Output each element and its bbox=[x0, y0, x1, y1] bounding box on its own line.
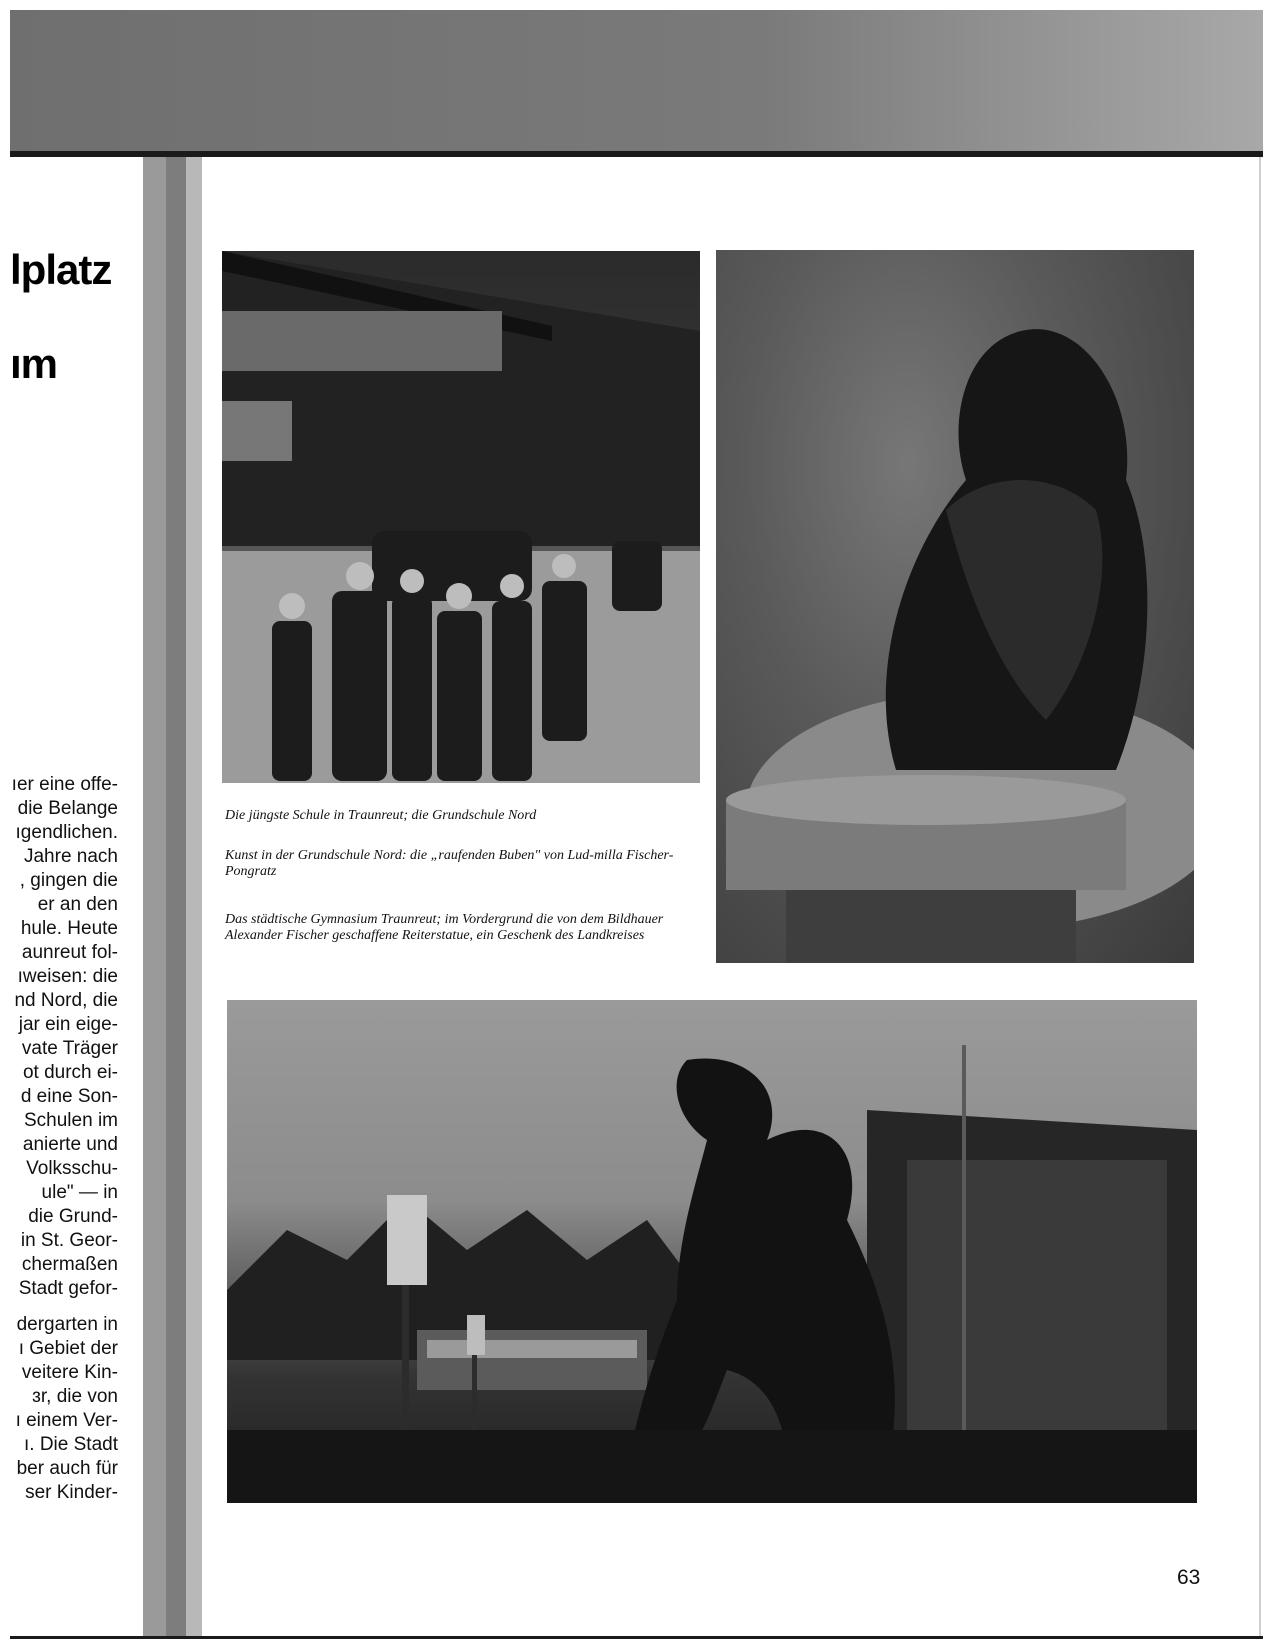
headline-fragment-1: lplatz bbox=[10, 246, 112, 293]
text-line: nd Nord, die bbox=[14, 990, 118, 1011]
text-line: , gingen die bbox=[19, 870, 118, 891]
cropped-text-column bbox=[10, 773, 118, 1505]
text-line: chermaßen bbox=[21, 1254, 118, 1275]
text-line: ser Kinder- bbox=[25, 1482, 118, 1503]
text-line: ot durch ei- bbox=[22, 1062, 118, 1083]
text-line: hule. Heute bbox=[20, 918, 118, 939]
caption-sculpture: Kunst in der Grundschule Nord: die „raufenden Buben" von Lud-milla Fischer-Pongratz bbox=[225, 848, 674, 879]
text-line: anierte und bbox=[22, 1134, 118, 1155]
page-spine-shadow-dark bbox=[166, 157, 186, 1637]
text-line: in St. Geor- bbox=[20, 1230, 118, 1251]
text-line: veitere Kin- bbox=[21, 1362, 118, 1383]
bottom-rule bbox=[10, 1636, 1263, 1639]
text-line: er an den bbox=[37, 894, 118, 915]
text-line: vate Träger bbox=[21, 1038, 118, 1059]
paragraph-gap bbox=[10, 1301, 118, 1313]
photo-sculpture-raufende-buben bbox=[716, 250, 1194, 963]
text-line: ı einem Ver- bbox=[15, 1410, 118, 1431]
text-line: ıgendlichen. bbox=[15, 822, 118, 843]
text-line: Stadt gefor- bbox=[18, 1278, 118, 1299]
text-line: dergarten in bbox=[16, 1314, 118, 1335]
text-line: d eine Son- bbox=[20, 1086, 118, 1107]
text-line: ɜr, die von bbox=[32, 1386, 118, 1407]
text-line: Volksschu- bbox=[26, 1158, 118, 1179]
text-line: Schulen im bbox=[24, 1110, 118, 1131]
page-spine-shadow-light bbox=[186, 157, 202, 1637]
text-line: Jahre nach bbox=[23, 846, 118, 867]
page-number: 63 bbox=[1177, 1566, 1201, 1589]
text-line: ı. Die Stadt bbox=[24, 1434, 118, 1455]
caption-grundschule: Die jüngste Schule in Traunreut; die Grundschule Nord bbox=[225, 808, 537, 823]
text-line: jar ein eige- bbox=[18, 1014, 118, 1035]
photo-grundschule-nord bbox=[222, 251, 700, 783]
caption-gymnasium: Das städtische Gymnasium Traunreut; im Vordergrund die von dem Bildhauer Alexander Fischer geschaffene Reiterstatue, ein Geschenk des Landkreises bbox=[225, 912, 664, 943]
text-line: die Grund- bbox=[28, 1206, 118, 1227]
page-right-edge bbox=[1259, 157, 1261, 1637]
text-line: ıer eine offe- bbox=[11, 774, 118, 795]
photo-gymnasium-reiterstatue bbox=[227, 1000, 1197, 1503]
text-line: ı Gebiet der bbox=[18, 1338, 118, 1359]
headline-fragment-2: ım bbox=[10, 340, 58, 387]
top-shadow-band bbox=[10, 10, 1263, 157]
text-line: ber auch für bbox=[16, 1458, 118, 1479]
text-line: ule" — in bbox=[41, 1182, 118, 1203]
text-line: die Belange bbox=[17, 798, 118, 819]
text-line: ıweisen: die bbox=[17, 966, 118, 987]
text-line: aunreut fol- bbox=[21, 942, 118, 963]
